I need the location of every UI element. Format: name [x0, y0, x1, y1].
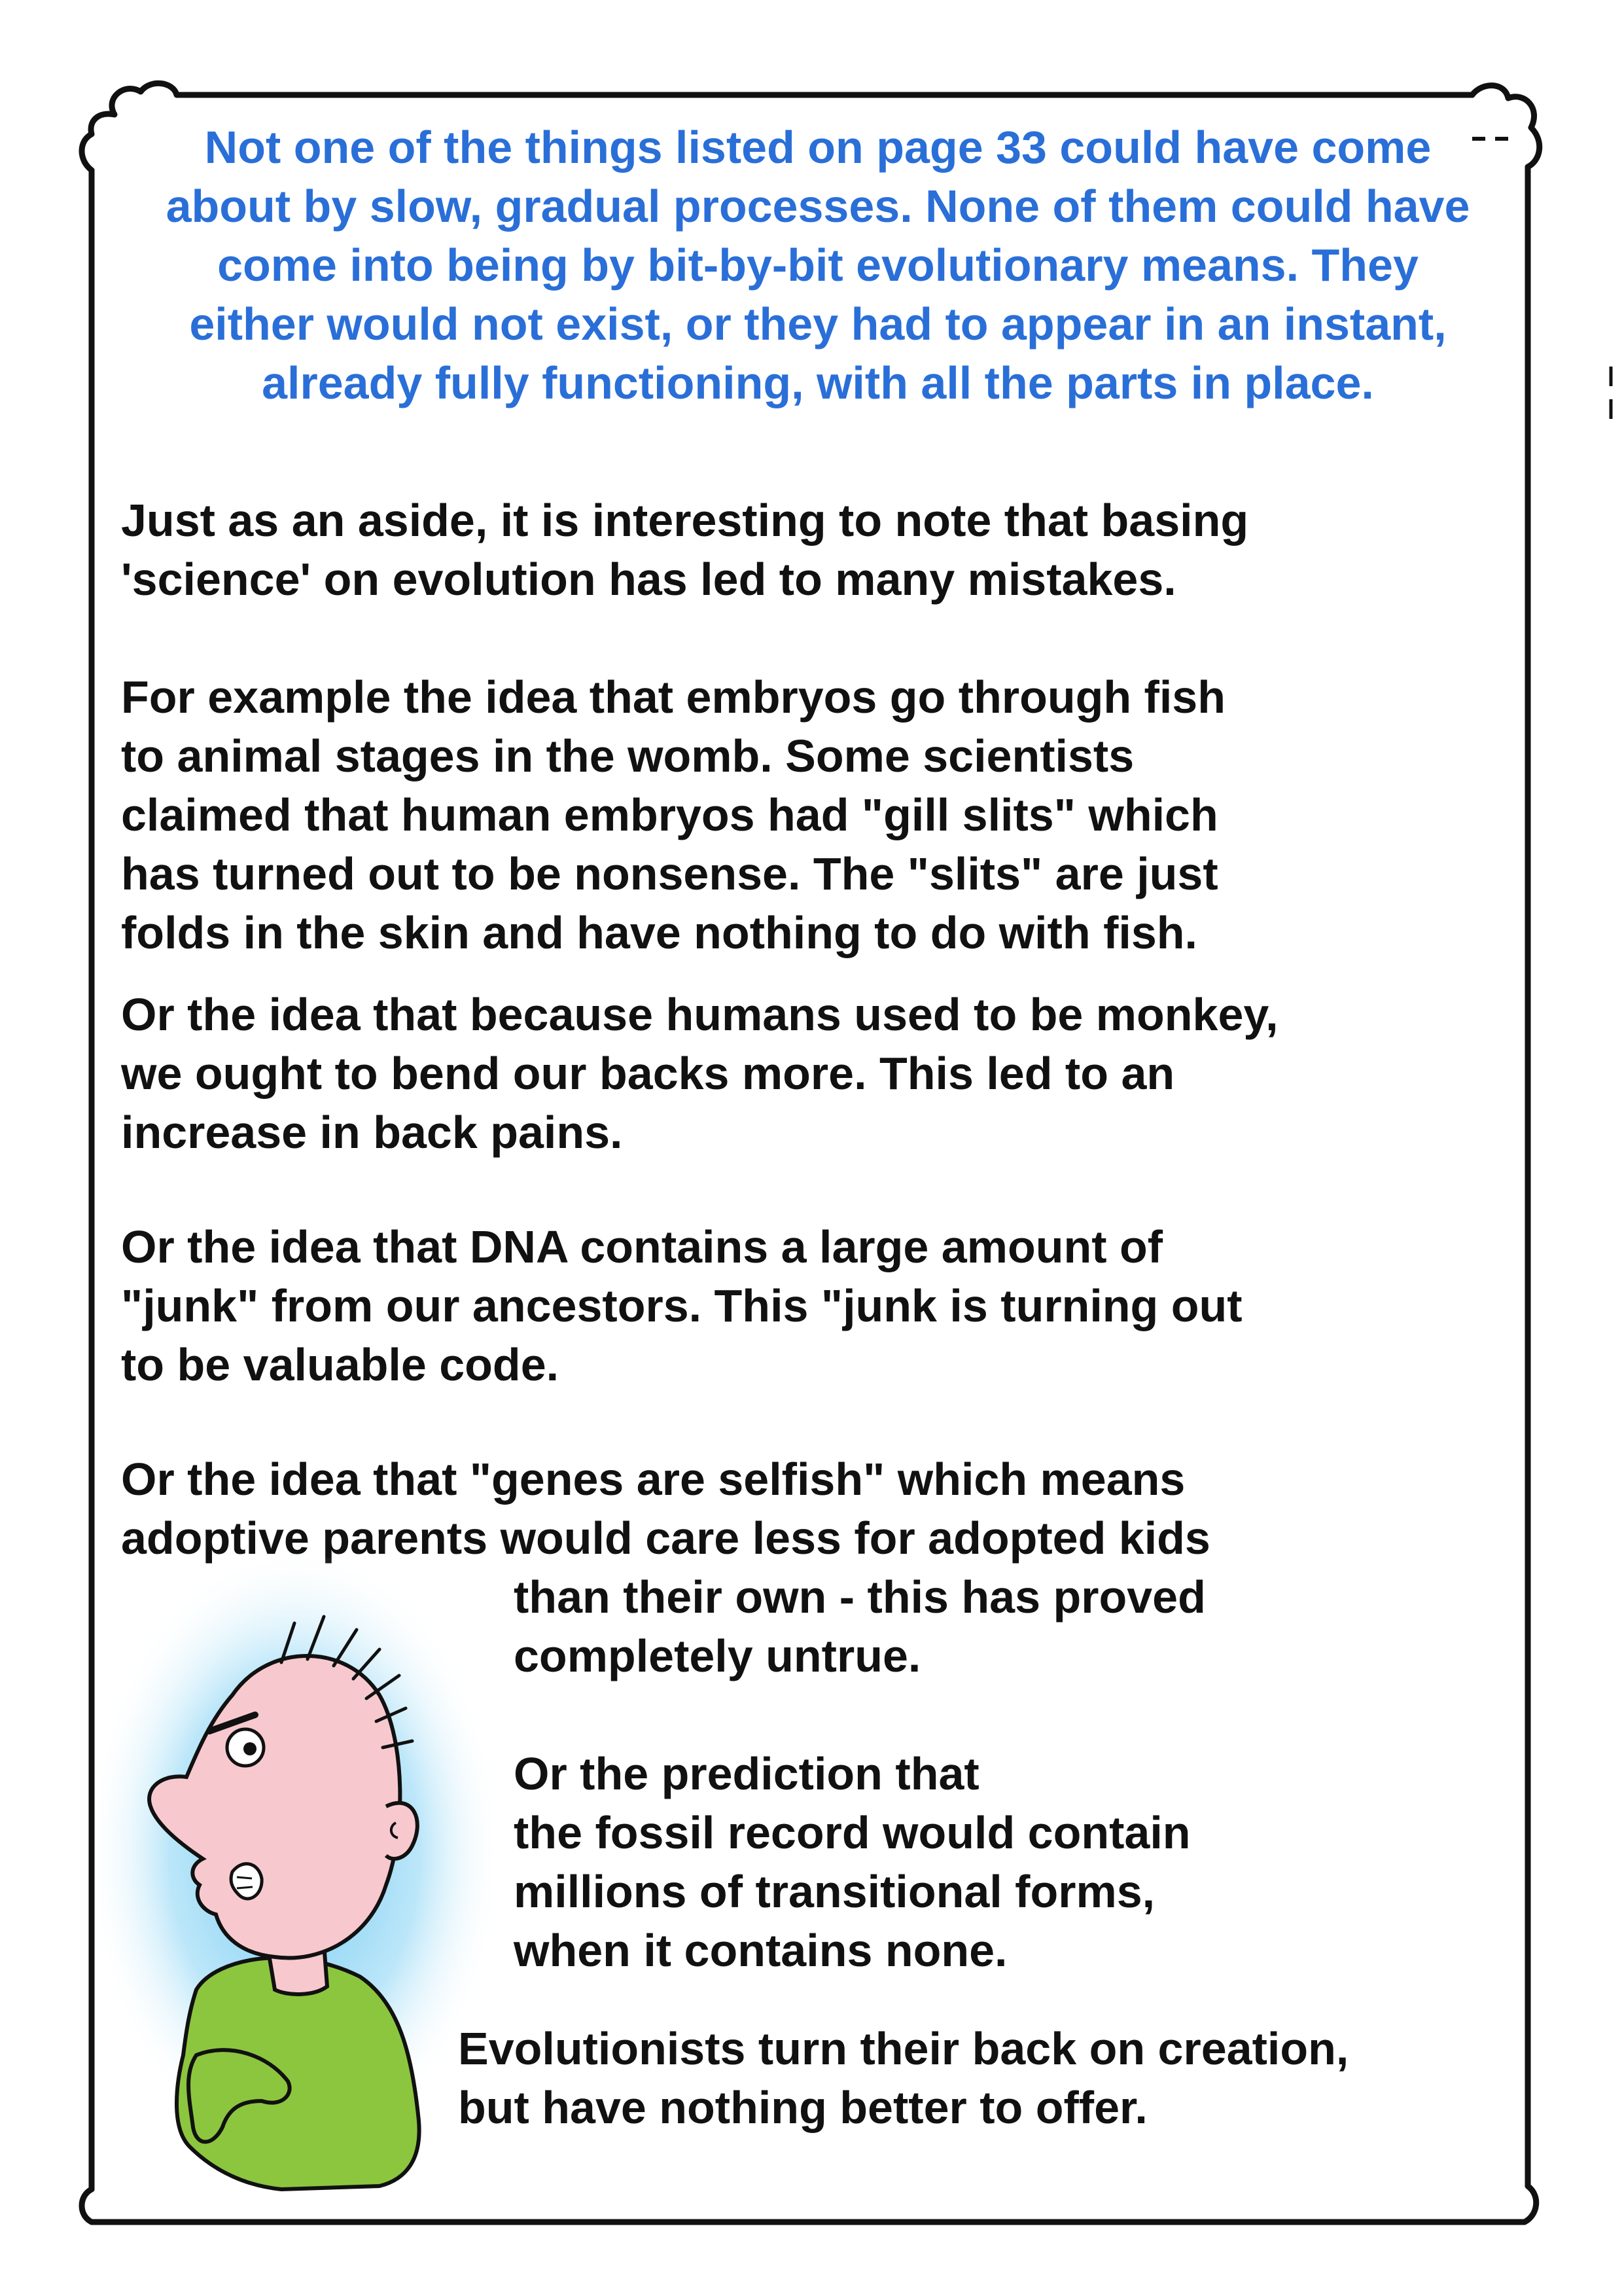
- selfish-genes-continuation: than their own - this has proved completely untrue.: [514, 1571, 1206, 1681]
- junk-dna-paragraph: Or the idea that DNA contains a large amount of "junk" from our ancestors. This "junk is turning out to be valuable code.: [121, 1221, 1243, 1390]
- selfish-genes-paragraph: Or the idea that "genes are selfish" which means adoptive parents would care less for adopted kids: [121, 1454, 1210, 1564]
- back-pains-paragraph: Or the idea that because humans used to be monkey, we ought to bend our backs more. This led to an increase in back pains.: [121, 989, 1279, 1158]
- frowning-man-illustration: [98, 1558, 504, 2193]
- aside-paragraph: Just as an aside, it is interesting to note that basing 'science' on evolution has led to many mistakes.: [121, 495, 1249, 605]
- closing-paragraph: Evolutionists turn their back on creation, but have nothing better to offer.: [458, 2023, 1349, 2133]
- fossil-record-paragraph: Or the prediction that the fossil record would contain millions of transitional forms, when it contains none.: [514, 1748, 1191, 1976]
- intro-paragraph: Not one of the things listed on page 33 could have come about by slow, gradual processes. None of them could have come into being by bit-by-bit evolutionary means. They either would not exist, or they had to appear in an instant, already fully functioning, with all the parts in place.: [166, 122, 1470, 408]
- embryos-paragraph: For example the idea that embryos go through fish to animal stages in the womb. Some scientists claimed that human embryos had "gill slits" which has turned out to be nonsense. The "slits" are just folds in the skin and have nothing to do with fish.: [121, 672, 1226, 958]
- open-mouth: [231, 1864, 262, 1899]
